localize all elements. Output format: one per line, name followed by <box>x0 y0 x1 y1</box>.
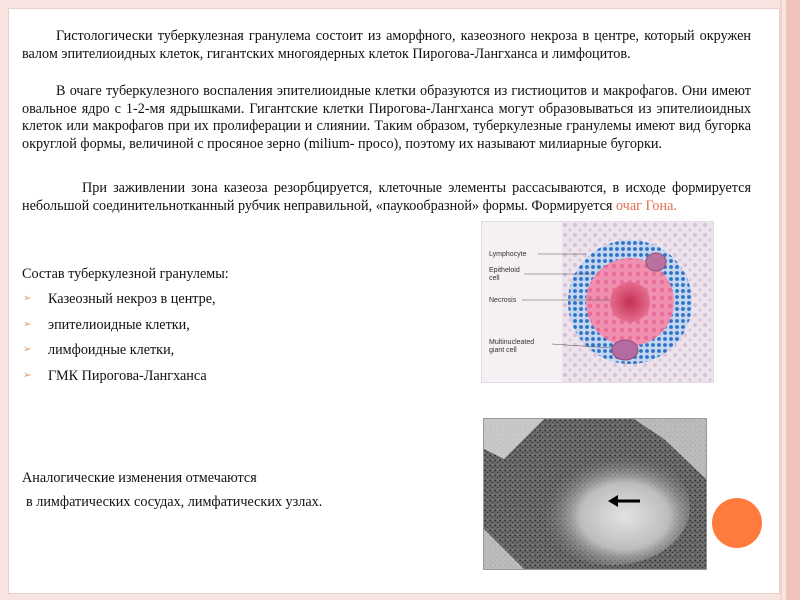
decor-strip <box>786 0 800 600</box>
granuloma-diagram <box>481 221 714 383</box>
composition-list <box>22 290 216 392</box>
arrow-bullet-icon: ➢ <box>23 293 32 304</box>
histology-photo <box>483 418 707 570</box>
giant-cell-top <box>646 253 666 271</box>
paragraph-3 <box>22 180 751 215</box>
label-lymphocyte: Lymphocyte <box>489 251 527 258</box>
label-necrosis: Necrosis <box>489 297 517 304</box>
pale-necrosis-area <box>534 449 690 565</box>
analog-line-2: в лимфатических сосудах, лимфатических узлах. <box>26 494 323 510</box>
list-item: ➢ лимфоидные клетки, <box>23 342 175 358</box>
necrosis-core <box>610 282 650 322</box>
giant-cell-bottom <box>612 340 638 360</box>
arrow-bullet-icon: ➢ <box>23 318 32 330</box>
decor-line <box>780 0 782 600</box>
paragraph-1: Гистологически туберкулезная гранулема состоит из аморфного, казеозного некроза в центре, который окружен валом эпителиоидных клеток, гигантских многоядерных клеток Пирогова-Лангханса и лимфоцитов. <box>22 28 751 62</box>
arrow-bullet-icon: ➢ <box>23 344 32 355</box>
list-item: ➢ Казеозный некроз в центре, <box>23 291 216 307</box>
label-epithelioid-cell: cell <box>489 275 500 282</box>
paragraph-2: В очаге туберкулезного воспаления эпителиоидные клетки образуются из гистиоцитов и макрофагов. Они имеют овальное ядро с 1-2-мя ядрышками. Гигантские клетки Пирогова-Лангханса могут образовываться из эпителиоидных клеток или макрофагов при их пролиферации и слиянии. Таким образом, туберкулезные гранулемы имеют вид бугорка округлой формы, величиной с просяное зерно (milium- просо), поэтому их называют милиарные бугорки. <box>22 83 751 152</box>
orange-circle-decor <box>712 498 762 548</box>
list-item: ➢ эпителиоидные клетки, <box>23 316 190 333</box>
ochag-gona-link[interactable]: очаг Гона. <box>615 197 677 214</box>
list-item: ➢ ГМК Пирогова-Лангханса <box>23 367 207 384</box>
label-giant-cell-2: giant cell <box>489 347 517 354</box>
label-giant-cell: Multinucleated <box>489 339 535 346</box>
composition-title: Состав туберкулезной гранулемы: <box>22 266 229 282</box>
label-epithelioid: Epitheloid <box>489 267 520 274</box>
paragraph-3-text: При заживлении зона казеоза резорбцируется, клеточные элементы рассасываются, в исходе формируется небольшой соединительнотканный рубчик неправильной, «паукообразной» формы. Формируется <box>22 180 751 214</box>
analog-line-1: Аналогические изменения отмечаются <box>22 470 257 486</box>
arrow-bullet-icon: ➢ <box>23 369 32 381</box>
